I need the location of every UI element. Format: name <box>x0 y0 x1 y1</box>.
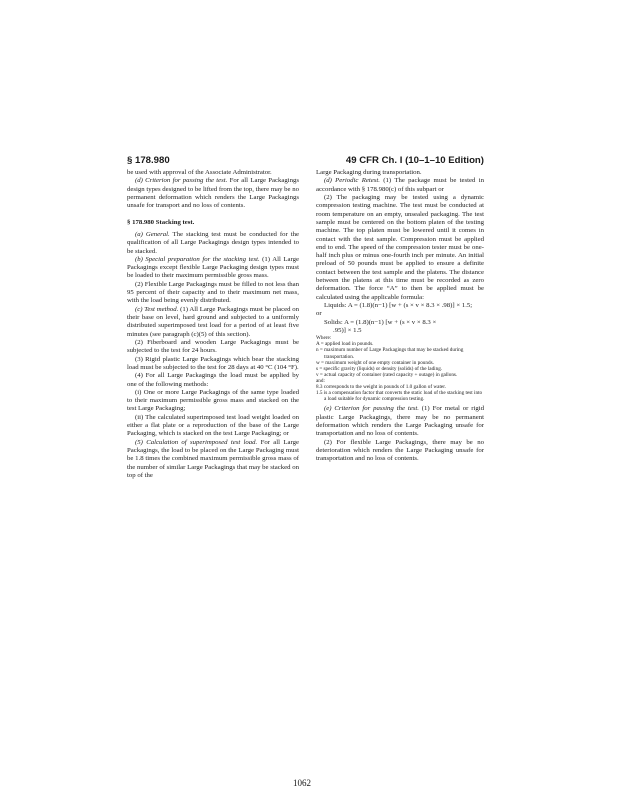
paragraph-c4: (4) For all Large Packagings the load must be applied by one of the following methods: <box>127 372 299 388</box>
paragraph-b2: (2) Flexible Large Packagings must be filled to not less than 95 percent of their capacity and to their maximum net mass, with the load being evenly distributed. <box>127 280 299 305</box>
running-head-title: 49 CFR Ch. I (10–1–10 Edition) <box>345 155 484 166</box>
paragraph-d-heading: (d) Criterion for passing the test. <box>135 177 228 185</box>
formula-solids <box>316 319 484 336</box>
running-head-section: § 178.980 <box>127 155 170 166</box>
definition-item: A = applied load in pounds. <box>316 341 374 348</box>
definition-item: n = maximum number of Large Packagings that may be stacked during transportation. <box>316 347 464 360</box>
paragraph-d-retest-heading: (d) Periodic Retest. <box>324 177 380 185</box>
definition-item: 1.5 is a compensation factor that converts the static load of the stacking test into a load suitable for dynamic compression testing. <box>316 390 483 403</box>
paragraph-e-heading: (e) Criterion for passing the test. <box>324 405 419 413</box>
continued-paragraph: be used with approval of the Associate Administrator. <box>127 169 272 176</box>
paragraph-b <box>127 256 299 281</box>
paragraph-d-retest-body: (1) The package must be tested in accordance with § 178.980(c) of this subpart or <box>316 177 484 193</box>
paragraph-d2: (2) The packaging may be tested using a dynamic compression testing machine. The test must be conducted at room temperature on an empty, unsealed packaging. The test sample must be centered on the bottom platen of the testing machine. The top platen must be lowered until it comes in contact with the test sample. Compression must be applied end to end. The speed of the compression tester must be one-half inch plus or minus one-fourth inch per minute. An initial preload of 50 pounds must be applied to ensure a definite contact between the test sample and the platens. The distance between the platens at this time must be recorded as zero deformation. The force “A” to then be applied must be calculated using the applicable formula: <box>316 193 484 301</box>
definition-item: 8.3 corresponds to the weight in pounds of 1.0 gallon of water. <box>316 384 446 390</box>
paragraph-c-heading: (c) Test method. <box>135 305 179 313</box>
where-label: Where: <box>316 335 332 342</box>
paragraph-d-retest <box>316 177 484 194</box>
paragraph-c4-ii: (ii) The calculated superimposed test load weight loaded on either a flat plate or a reproduction of the base of the Large Packaging, which is stacked on the test Large Packaging; or <box>127 413 299 438</box>
paragraph-c3: (3) Rigid plastic Large Packagings which bear the stacking load must be subjected to the test for 28 days at 40 °C (104 °F). <box>127 355 299 371</box>
variable-definitions <box>316 341 484 402</box>
paragraph-c4-i: (i) One or more Large Packagings of the same type loaded to their maximum permissible gross mass and stacked on the test Large Packaging; <box>127 388 299 413</box>
paragraph-d <box>127 177 299 210</box>
formula-solids-line-2: .95)] × 1.5 <box>333 326 362 334</box>
left-column <box>127 169 299 480</box>
formula-or: or <box>316 310 322 318</box>
paragraph-c5 <box>127 439 299 481</box>
continued-paragraph-right: Large Packaging during transportation. <box>316 169 422 176</box>
paragraph-d-body: For all Large Packagings design types designed to be lifted from the top, there may be no permanent deformation which renders the Large Packagings unsafe for transport and no loss of contents. <box>127 177 300 210</box>
paragraph-e <box>316 405 484 438</box>
paragraph-e-body: (1) For metal or rigid plastic Large Packagings, there may be no permanent deformation which renders the Large Packaging unsafe for transportation and no loss of contents. <box>316 405 484 438</box>
definition-item: s = specific gravity (liquids) or density (solids) of the lading. <box>316 365 443 372</box>
paragraph-a <box>127 231 299 256</box>
formula-solids-line-1: Solids: A = (1.8)(n−1) [w + (s × v × 8.3 × <box>324 318 437 326</box>
paragraph-c5-heading: (5) Calculation of superimposed test load. <box>135 438 258 446</box>
paragraph-c-body: (1) All Large Packagings must be placed on their base on level, hard ground and subjected to a uniformly distributed superimposed test load for a period of at least five minutes (see paragraph (c)(5) of this section). <box>127 305 299 338</box>
page-number: 1062 <box>293 778 311 788</box>
right-column <box>316 169 484 463</box>
paragraph-c2: (2) Fiberboard and wooden Large Packagings must be subjected to the test for 24 hours. <box>127 338 299 355</box>
paragraph-b-heading: (b) Special preparation for the stacking test. <box>135 255 260 263</box>
paragraph-c <box>127 306 299 339</box>
formula-liquids: Liquids: A = (1.8)(n−1) [w + (s × v × 8.3 × .98)] × 1.5; <box>324 302 473 309</box>
definition-item: v = actual capacity of container (rated capacity + outage) in gallons. <box>316 371 458 378</box>
definition-item: and: <box>316 377 325 384</box>
section-title: § 178.980 Stacking test. <box>127 218 195 226</box>
paragraph-a-heading: (a) General. <box>135 230 170 238</box>
paragraph-b-body: (1) All Large Packagings except flexible Large Packaging design types must be loaded to their maximum permissible gross mass. <box>127 255 299 280</box>
paragraph-e2: (2) For flexible Large Packagings, there may be no deterioration which renders the Large Packaging unsafe for transportation and no loss of contents. <box>316 438 484 463</box>
definition-item: w = maximum weight of one empty container in pounds. <box>316 359 434 366</box>
paragraph-c5-body: For all Large Packagings, the load to be placed on the Large Packaging must be 1.8 times the combined maximum permissible gross mass of the number of similar Large Packagings that may be stacked on top of the <box>127 438 299 479</box>
paragraph-a-body: The stacking test must be conducted for the qualification of all Large Packagings design types intended to be stacked. <box>127 230 299 255</box>
